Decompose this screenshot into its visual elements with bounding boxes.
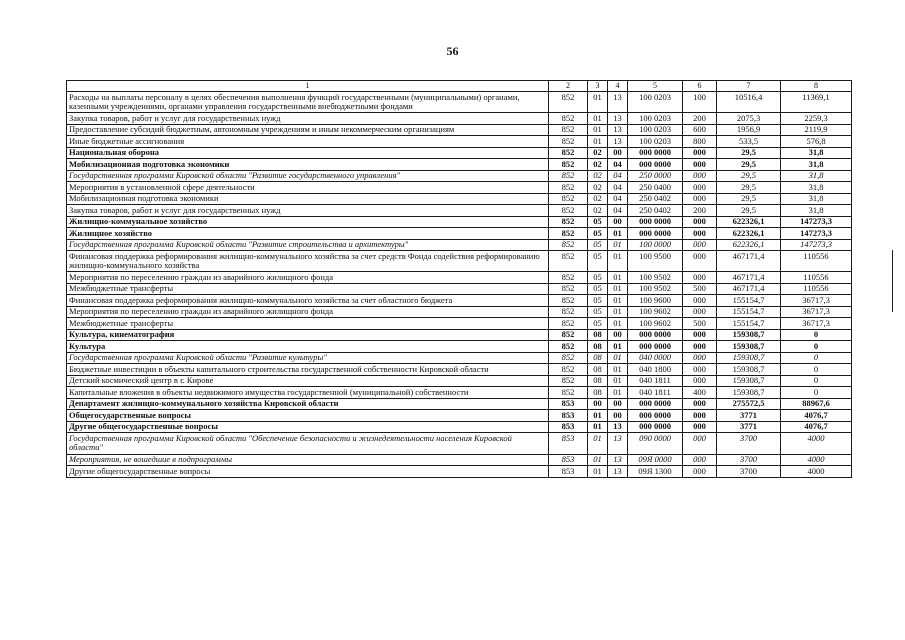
amount-year1-cell: 275572,5 <box>717 398 781 410</box>
admin-code-cell: 852 <box>549 193 588 205</box>
amount-year1-cell: 29,5 <box>717 147 781 159</box>
subsection-cell: 01 <box>608 387 628 399</box>
row-name-cell: Мероприятия, не вошедшие в подпрограммы <box>67 454 549 466</box>
amount-year2-cell: 4000 <box>781 433 852 454</box>
section-cell: 01 <box>588 136 608 148</box>
amount-year1-cell: 29,5 <box>717 182 781 194</box>
expense-type-cell: 000 <box>683 182 717 194</box>
expense-type-cell: 000 <box>683 454 717 466</box>
section-cell: 02 <box>588 147 608 159</box>
amount-year1-cell: 159308,7 <box>717 375 781 387</box>
row-name-cell: Другие общегосударственные вопросы <box>67 466 549 478</box>
admin-code-cell: 852 <box>549 329 588 341</box>
expense-type-cell: 200 <box>683 113 717 125</box>
expense-type-cell: 000 <box>683 147 717 159</box>
expense-type-cell: 500 <box>683 318 717 330</box>
admin-code-cell: 852 <box>549 159 588 171</box>
expense-type-cell: 000 <box>683 364 717 376</box>
table-row <box>67 375 852 387</box>
table-row <box>67 170 852 182</box>
amount-year1-cell: 159308,7 <box>717 352 781 364</box>
amount-year2-cell: 0 <box>781 387 852 399</box>
amount-year2-cell: 0 <box>781 329 852 341</box>
column-header: 4 <box>608 81 628 92</box>
target-article-cell: 000 0000 <box>628 329 683 341</box>
section-cell: 01 <box>588 410 608 422</box>
admin-code-cell: 853 <box>549 421 588 433</box>
amount-year1-cell: 155154,7 <box>717 306 781 318</box>
admin-code-cell: 852 <box>549 306 588 318</box>
section-cell: 01 <box>588 421 608 433</box>
amount-year1-cell: 3771 <box>717 421 781 433</box>
amount-year1-cell: 159308,7 <box>717 387 781 399</box>
section-cell: 02 <box>588 193 608 205</box>
admin-code-cell: 852 <box>549 341 588 353</box>
amount-year1-cell: 3700 <box>717 466 781 478</box>
expense-type-cell: 000 <box>683 329 717 341</box>
admin-code-cell: 852 <box>549 182 588 194</box>
column-header: 1 <box>67 81 549 92</box>
amount-year2-cell: 4000 <box>781 466 852 478</box>
amount-year1-cell: 155154,7 <box>717 295 781 307</box>
admin-code-cell: 852 <box>549 352 588 364</box>
section-cell: 08 <box>588 329 608 341</box>
admin-code-cell: 852 <box>549 170 588 182</box>
subsection-cell: 00 <box>608 398 628 410</box>
amount-year2-cell: 0 <box>781 352 852 364</box>
amount-year2-cell: 31,8 <box>781 159 852 171</box>
subsection-cell: 01 <box>608 295 628 307</box>
section-cell: 01 <box>588 113 608 125</box>
target-article-cell: 040 1800 <box>628 364 683 376</box>
subsection-cell: 04 <box>608 205 628 217</box>
amount-year2-cell: 31,8 <box>781 182 852 194</box>
table-row <box>67 193 852 205</box>
section-cell: 08 <box>588 375 608 387</box>
section-cell: 02 <box>588 170 608 182</box>
table-row <box>67 341 852 353</box>
amount-year1-cell: 29,5 <box>717 193 781 205</box>
expense-type-cell: 100 <box>683 92 717 113</box>
target-article-cell: 100 0203 <box>628 136 683 148</box>
admin-code-cell: 852 <box>549 295 588 307</box>
target-article-cell: 100 0203 <box>628 113 683 125</box>
section-cell: 05 <box>588 283 608 295</box>
row-name-cell: Национальная оборона <box>67 147 549 159</box>
target-article-cell: 250 0400 <box>628 182 683 194</box>
table-row <box>67 398 852 410</box>
table-row <box>67 205 852 217</box>
section-cell: 08 <box>588 352 608 364</box>
table-row <box>67 228 852 240</box>
subsection-cell: 13 <box>608 421 628 433</box>
expense-type-cell: 000 <box>683 239 717 251</box>
subsection-cell: 13 <box>608 92 628 113</box>
row-name-cell: Детский космический центр в г. Кирове <box>67 375 549 387</box>
admin-code-cell: 853 <box>549 410 588 422</box>
table-row <box>67 387 852 399</box>
section-cell: 01 <box>588 466 608 478</box>
table-row <box>67 136 852 148</box>
section-cell: 01 <box>588 92 608 113</box>
section-cell: 05 <box>588 295 608 307</box>
expense-type-cell: 000 <box>683 272 717 284</box>
subsection-cell: 01 <box>608 341 628 353</box>
target-article-cell: 100 0000 <box>628 239 683 251</box>
amount-year1-cell: 29,5 <box>717 159 781 171</box>
row-name-cell: Межбюджетные трансферты <box>67 318 549 330</box>
amount-year1-cell: 467171,4 <box>717 283 781 295</box>
table-row <box>67 352 852 364</box>
row-name-cell: Жилищно-коммунальное хозяйство <box>67 216 549 228</box>
expense-type-cell: 000 <box>683 228 717 240</box>
amount-year2-cell: 31,8 <box>781 205 852 217</box>
table-row <box>67 182 852 194</box>
table-row <box>67 433 852 454</box>
expense-type-cell: 000 <box>683 375 717 387</box>
subsection-cell: 04 <box>608 159 628 171</box>
row-name-cell: Департамент жилищно-коммунального хозяйства Кировской области <box>67 398 549 410</box>
target-article-cell: 100 9502 <box>628 283 683 295</box>
amount-year1-cell: 10516,4 <box>717 92 781 113</box>
amount-year1-cell: 29,5 <box>717 170 781 182</box>
expense-type-cell: 000 <box>683 295 717 307</box>
section-cell: 02 <box>588 205 608 217</box>
target-article-cell: 100 9602 <box>628 318 683 330</box>
table-row <box>67 251 852 272</box>
admin-code-cell: 852 <box>549 124 588 136</box>
table-row <box>67 454 852 466</box>
amount-year2-cell: 0 <box>781 364 852 376</box>
expense-type-cell: 600 <box>683 124 717 136</box>
admin-code-cell: 853 <box>549 454 588 466</box>
row-name-cell: Закупка товаров, работ и услуг для государственных нужд <box>67 113 549 125</box>
target-article-cell: 000 0000 <box>628 398 683 410</box>
row-name-cell: Финансовая поддержка реформирования жилищно-коммунального хозяйства за счет средств Фонда содействия реформированию жилищно-коммунального хозяйства <box>67 251 549 272</box>
admin-code-cell: 852 <box>549 375 588 387</box>
row-name-cell: Другие общегосударственные вопросы <box>67 421 549 433</box>
section-cell: 02 <box>588 159 608 171</box>
row-name-cell: Культура <box>67 341 549 353</box>
subsection-cell: 04 <box>608 170 628 182</box>
table-row <box>67 92 852 113</box>
subsection-cell: 01 <box>608 228 628 240</box>
subsection-cell: 13 <box>608 466 628 478</box>
row-name-cell: Бюджетные инвестиции в объекты капитального строительства государственной собственности Кировской области <box>67 364 549 376</box>
amount-year2-cell: 36717,3 <box>781 306 852 318</box>
row-name-cell: Капитальные вложения в объекты недвижимого имущества государственной (муниципальной) собственности <box>67 387 549 399</box>
target-article-cell: 100 9502 <box>628 272 683 284</box>
admin-code-cell: 852 <box>549 205 588 217</box>
table-row <box>67 113 852 125</box>
amount-year2-cell: 31,8 <box>781 170 852 182</box>
subsection-cell: 00 <box>608 410 628 422</box>
subsection-cell: 00 <box>608 216 628 228</box>
admin-code-cell: 852 <box>549 387 588 399</box>
subsection-cell: 01 <box>608 352 628 364</box>
amount-year2-cell: 0 <box>781 375 852 387</box>
table-header-row <box>67 81 852 92</box>
subsection-cell: 01 <box>608 375 628 387</box>
admin-code-cell: 852 <box>549 272 588 284</box>
expense-type-cell: 000 <box>683 466 717 478</box>
row-name-cell: Государственная программа Кировской области "Обеспечение безопасности и жизнедеятельности населения Кировской области" <box>67 433 549 454</box>
row-name-cell: Государственная программа Кировской области "Развитие культуры" <box>67 352 549 364</box>
target-article-cell: 09Я 1300 <box>628 466 683 478</box>
expense-type-cell: 500 <box>683 283 717 295</box>
section-cell: 01 <box>588 433 608 454</box>
table-row <box>67 421 852 433</box>
expense-type-cell: 000 <box>683 216 717 228</box>
amount-year1-cell: 622326,1 <box>717 228 781 240</box>
target-article-cell: 000 0000 <box>628 216 683 228</box>
section-cell: 01 <box>588 454 608 466</box>
section-cell: 05 <box>588 228 608 240</box>
target-article-cell: 040 1811 <box>628 375 683 387</box>
amount-year2-cell: 36717,3 <box>781 295 852 307</box>
amount-year1-cell: 3700 <box>717 433 781 454</box>
expense-type-cell: 000 <box>683 433 717 454</box>
target-article-cell: 100 0203 <box>628 92 683 113</box>
row-name-cell: Мобилизационная подготовка экономики <box>67 193 549 205</box>
amount-year2-cell: 147273,3 <box>781 228 852 240</box>
target-article-cell: 040 1811 <box>628 387 683 399</box>
row-name-cell: Предоставление субсидий бюджетным, автономным учреждениям и иным некоммерческим организациям <box>67 124 549 136</box>
row-name-cell: Государственная программа Кировской области "Развитие государственного управления" <box>67 170 549 182</box>
amount-year2-cell: 110556 <box>781 272 852 284</box>
amount-year1-cell: 1956,9 <box>717 124 781 136</box>
row-name-cell: Мероприятия по переселению граждан из аварийного жилищного фонда <box>67 306 549 318</box>
admin-code-cell: 852 <box>549 136 588 148</box>
section-cell: 05 <box>588 272 608 284</box>
admin-code-cell: 852 <box>549 147 588 159</box>
amount-year1-cell: 533,5 <box>717 136 781 148</box>
table-row <box>67 239 852 251</box>
target-article-cell: 250 0402 <box>628 193 683 205</box>
amount-year1-cell: 3771 <box>717 410 781 422</box>
row-name-cell: Мобилизационная подготовка экономики <box>67 159 549 171</box>
target-article-cell: 000 0000 <box>628 228 683 240</box>
table-row <box>67 306 852 318</box>
amount-year2-cell: 31,8 <box>781 193 852 205</box>
amount-year2-cell: 4000 <box>781 454 852 466</box>
expense-type-cell: 000 <box>683 410 717 422</box>
row-name-cell: Жилищное хозяйство <box>67 228 549 240</box>
target-article-cell: 040 0000 <box>628 352 683 364</box>
expense-type-cell: 000 <box>683 193 717 205</box>
expense-type-cell: 000 <box>683 251 717 272</box>
row-name-cell: Мероприятия в установленной сфере деятельности <box>67 182 549 194</box>
budget-table <box>66 80 852 478</box>
table-row <box>67 124 852 136</box>
expense-type-cell: 000 <box>683 398 717 410</box>
expense-type-cell: 400 <box>683 387 717 399</box>
row-name-cell: Общегосударственные вопросы <box>67 410 549 422</box>
admin-code-cell: 853 <box>549 398 588 410</box>
amount-year2-cell: 4076,7 <box>781 421 852 433</box>
section-cell: 05 <box>588 216 608 228</box>
margin-mark <box>892 250 893 312</box>
amount-year1-cell: 159308,7 <box>717 364 781 376</box>
target-article-cell: 09Я 0000 <box>628 454 683 466</box>
admin-code-cell: 852 <box>549 113 588 125</box>
expense-type-cell: 000 <box>683 170 717 182</box>
table-row <box>67 329 852 341</box>
page-number: 56 <box>446 44 459 58</box>
column-header: 6 <box>683 81 717 92</box>
table-row <box>67 216 852 228</box>
expense-type-cell: 000 <box>683 421 717 433</box>
amount-year2-cell: 88967,6 <box>781 398 852 410</box>
subsection-cell: 01 <box>608 283 628 295</box>
admin-code-cell: 852 <box>549 239 588 251</box>
target-article-cell: 000 0000 <box>628 410 683 422</box>
amount-year1-cell: 159308,7 <box>717 329 781 341</box>
subsection-cell: 04 <box>608 182 628 194</box>
subsection-cell: 13 <box>608 433 628 454</box>
expense-type-cell: 000 <box>683 306 717 318</box>
target-article-cell: 100 9500 <box>628 251 683 272</box>
amount-year2-cell: 110556 <box>781 283 852 295</box>
amount-year2-cell: 2119,9 <box>781 124 852 136</box>
section-cell: 01 <box>588 124 608 136</box>
amount-year1-cell: 29,5 <box>717 205 781 217</box>
target-article-cell: 000 0000 <box>628 421 683 433</box>
subsection-cell: 01 <box>608 364 628 376</box>
section-cell: 05 <box>588 306 608 318</box>
admin-code-cell: 852 <box>549 228 588 240</box>
section-cell: 08 <box>588 341 608 353</box>
section-cell: 05 <box>588 251 608 272</box>
section-cell: 05 <box>588 239 608 251</box>
table-row <box>67 272 852 284</box>
amount-year2-cell: 31,8 <box>781 147 852 159</box>
row-name-cell: Финансовая поддержка реформирования жилищно-коммунального хозяйства за счет областного бюджета <box>67 295 549 307</box>
expense-type-cell: 800 <box>683 136 717 148</box>
admin-code-cell: 852 <box>549 283 588 295</box>
table-row <box>67 318 852 330</box>
subsection-cell: 13 <box>608 454 628 466</box>
subsection-cell: 01 <box>608 306 628 318</box>
amount-year2-cell: 4076,7 <box>781 410 852 422</box>
section-cell: 02 <box>588 182 608 194</box>
table-row <box>67 364 852 376</box>
admin-code-cell: 852 <box>549 216 588 228</box>
subsection-cell: 00 <box>608 329 628 341</box>
amount-year2-cell: 110556 <box>781 251 852 272</box>
subsection-cell: 01 <box>608 272 628 284</box>
admin-code-cell: 852 <box>549 92 588 113</box>
amount-year1-cell: 622326,1 <box>717 239 781 251</box>
subsection-cell: 04 <box>608 193 628 205</box>
expense-type-cell: 000 <box>683 352 717 364</box>
expense-type-cell: 200 <box>683 205 717 217</box>
section-cell: 00 <box>588 398 608 410</box>
amount-year1-cell: 622326,1 <box>717 216 781 228</box>
amount-year1-cell: 3700 <box>717 454 781 466</box>
target-article-cell: 100 9600 <box>628 295 683 307</box>
table-row <box>67 410 852 422</box>
subsection-cell: 13 <box>608 124 628 136</box>
subsection-cell: 01 <box>608 318 628 330</box>
target-article-cell: 100 9602 <box>628 306 683 318</box>
column-header: 5 <box>628 81 683 92</box>
column-header: 7 <box>717 81 781 92</box>
column-header: 2 <box>549 81 588 92</box>
amount-year2-cell: 147273,3 <box>781 216 852 228</box>
subsection-cell: 13 <box>608 113 628 125</box>
admin-code-cell: 853 <box>549 433 588 454</box>
amount-year2-cell: 147273,3 <box>781 239 852 251</box>
amount-year1-cell: 2075,3 <box>717 113 781 125</box>
table-row <box>67 147 852 159</box>
amount-year2-cell: 0 <box>781 341 852 353</box>
subsection-cell: 01 <box>608 239 628 251</box>
amount-year1-cell: 155154,7 <box>717 318 781 330</box>
admin-code-cell: 852 <box>549 251 588 272</box>
row-name-cell: Культура, кинематография <box>67 329 549 341</box>
column-header: 3 <box>588 81 608 92</box>
subsection-cell: 13 <box>608 136 628 148</box>
amount-year1-cell: 159308,7 <box>717 341 781 353</box>
target-article-cell: 250 0000 <box>628 170 683 182</box>
section-cell: 05 <box>588 318 608 330</box>
table-row <box>67 466 852 478</box>
row-name-cell: Государственная программа Кировской области "Развитие строительства и архитектуры" <box>67 239 549 251</box>
amount-year2-cell: 2259,3 <box>781 113 852 125</box>
subsection-cell: 00 <box>608 147 628 159</box>
row-name-cell: Межбюджетные трансферты <box>67 283 549 295</box>
table-row <box>67 159 852 171</box>
target-article-cell: 250 0402 <box>628 205 683 217</box>
expense-type-cell: 000 <box>683 159 717 171</box>
subsection-cell: 01 <box>608 251 628 272</box>
row-name-cell: Мероприятия по переселению граждан из аварийного жилищного фонда <box>67 272 549 284</box>
target-article-cell: 090 0000 <box>628 433 683 454</box>
section-cell: 08 <box>588 364 608 376</box>
amount-year1-cell: 467171,4 <box>717 251 781 272</box>
table-row <box>67 295 852 307</box>
expense-type-cell: 000 <box>683 341 717 353</box>
row-name-cell: Закупка товаров, работ и услуг для государственных нужд <box>67 205 549 217</box>
admin-code-cell: 852 <box>549 318 588 330</box>
amount-year2-cell: 11369,1 <box>781 92 852 113</box>
row-name-cell: Расходы на выплаты персоналу в целях обеспечения выполнения функций государственными (муниципальными) органами, казенными учреждениями, органами управления государственными внебюджетными фондами <box>67 92 549 113</box>
section-cell: 08 <box>588 387 608 399</box>
column-header: 8 <box>781 81 852 92</box>
table-row <box>67 283 852 295</box>
admin-code-cell: 852 <box>549 364 588 376</box>
target-article-cell: 100 0203 <box>628 124 683 136</box>
target-article-cell: 000 0000 <box>628 341 683 353</box>
amount-year2-cell: 576,8 <box>781 136 852 148</box>
amount-year1-cell: 467171,4 <box>717 272 781 284</box>
admin-code-cell: 853 <box>549 466 588 478</box>
target-article-cell: 000 0000 <box>628 147 683 159</box>
target-article-cell: 000 0000 <box>628 159 683 171</box>
amount-year2-cell: 36717,3 <box>781 318 852 330</box>
row-name-cell: Иные бюджетные ассигнования <box>67 136 549 148</box>
